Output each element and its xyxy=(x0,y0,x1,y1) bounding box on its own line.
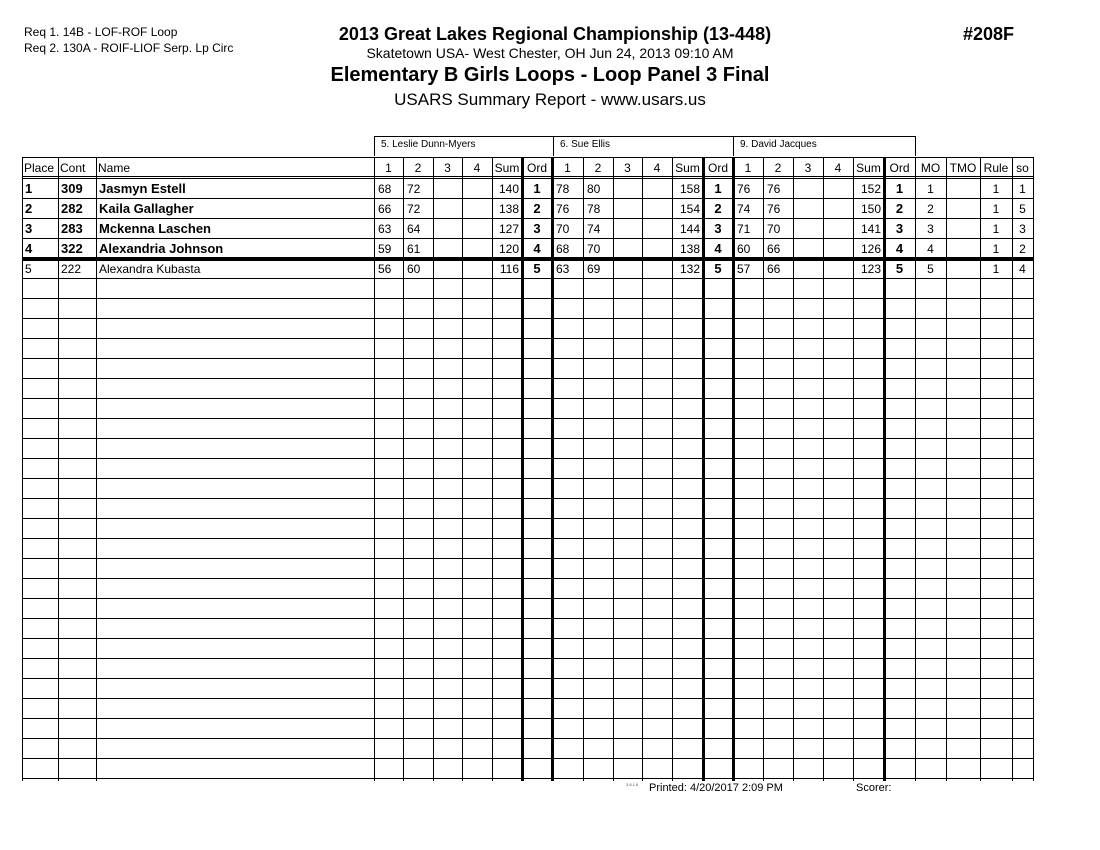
grid-hline xyxy=(22,758,1033,759)
score-cell: 5 xyxy=(714,261,722,276)
score-cell xyxy=(616,219,640,239)
grid-hline xyxy=(22,678,1033,679)
column-header: Sum xyxy=(675,161,700,175)
score-cell xyxy=(796,259,821,279)
grid-vline xyxy=(823,157,824,781)
column-header: Ord xyxy=(526,161,547,175)
score-cell xyxy=(796,219,821,239)
score-cell: 1 xyxy=(1019,182,1026,196)
score-cell: 126 xyxy=(860,242,881,256)
venue-date: Skatetown USA- West Chester, OH Jun 24, 2013 09:10 AM xyxy=(366,45,734,61)
score-cell: 74 xyxy=(587,222,601,236)
score-cell: 5 xyxy=(927,262,934,276)
place-cell: 3 xyxy=(25,221,33,236)
score-cell xyxy=(645,239,670,259)
score-cell: 80 xyxy=(587,182,601,196)
score-cell: 63 xyxy=(556,262,570,276)
cont-cell: 322 xyxy=(61,241,83,256)
column-header: 4 xyxy=(834,161,842,175)
score-cell xyxy=(436,179,460,199)
score-cell: 140 xyxy=(498,182,519,196)
score-cell: 4 xyxy=(533,241,541,256)
grid-hline xyxy=(22,338,1033,339)
scorer-label: Scorer: xyxy=(856,782,892,794)
score-cell: 150 xyxy=(860,202,881,216)
score-cell: 3 xyxy=(927,222,934,236)
column-header: 3 xyxy=(624,161,631,175)
score-cell: 76 xyxy=(737,182,751,196)
place-cell: 5 xyxy=(25,262,32,276)
score-cell xyxy=(949,259,977,279)
score-cell: 1 xyxy=(714,181,722,196)
grid-vline xyxy=(793,157,794,781)
event-title: Elementary B Girls Loops - Loop Panel 3 Final xyxy=(330,64,770,86)
grid-hline xyxy=(22,378,1033,379)
score-cell: 66 xyxy=(767,262,781,276)
score-cell: 76 xyxy=(767,202,781,216)
column-header: 4 xyxy=(653,161,661,175)
score-cell: 132 xyxy=(679,262,700,276)
grid-hline xyxy=(22,718,1033,719)
grid-hline xyxy=(22,438,1033,439)
grid-vline xyxy=(883,157,886,781)
score-cell xyxy=(826,179,851,199)
score-cell xyxy=(465,179,490,199)
column-header: Rule xyxy=(983,161,1009,175)
score-cell: 4 xyxy=(927,242,934,256)
grid-vline xyxy=(763,157,764,781)
grid-vline xyxy=(58,157,59,781)
score-cell: 116 xyxy=(499,262,519,276)
column-header: 1 xyxy=(744,161,752,175)
report-title: USARS Summary Report - www.usars.us xyxy=(394,90,706,109)
grid-vline xyxy=(642,157,643,781)
score-cell xyxy=(616,179,640,199)
score-cell: 69 xyxy=(587,262,601,276)
score-cell xyxy=(645,219,670,239)
score-cell: 4 xyxy=(714,241,722,256)
score-cell xyxy=(645,179,670,199)
name-cell: Alexandra Kubasta xyxy=(99,262,201,276)
grid-hline xyxy=(22,778,1033,779)
score-cell xyxy=(826,199,851,219)
score-cell: 138 xyxy=(498,202,519,216)
grid-vline xyxy=(1012,157,1013,781)
column-header: Cont xyxy=(60,161,86,175)
event-number: #208F xyxy=(963,24,1015,44)
grid-vline xyxy=(403,157,404,781)
grid-hline xyxy=(22,498,1033,499)
grid-hline xyxy=(22,358,1033,359)
score-cell: 70 xyxy=(587,242,601,256)
score-cell: 120 xyxy=(498,242,519,256)
score-cell: 158 xyxy=(679,182,700,196)
score-cell: 2 xyxy=(927,202,934,216)
score-cell: 3 xyxy=(1019,222,1026,236)
score-cell xyxy=(616,199,640,219)
name-cell: Jasmyn Estell xyxy=(99,181,186,196)
score-cell: 66 xyxy=(767,242,781,256)
score-cell xyxy=(616,239,640,259)
grid-hline xyxy=(22,558,1033,559)
grid-hline xyxy=(22,738,1033,739)
version-label: 3.8.1.8 xyxy=(626,782,639,787)
grid-vline xyxy=(1033,157,1034,781)
requirement-1: Req 1. 14B - LOF-ROF Loop xyxy=(24,25,178,39)
grid-hline xyxy=(22,298,1033,299)
score-cell: 78 xyxy=(587,202,601,216)
score-cell xyxy=(436,239,460,259)
grid-hline xyxy=(22,658,1033,659)
grid-vline xyxy=(492,157,493,781)
score-cell: 123 xyxy=(860,262,881,276)
score-cell xyxy=(465,219,490,239)
grid-hline xyxy=(22,518,1033,519)
score-cell: 1 xyxy=(992,222,1000,236)
score-cell: 127 xyxy=(498,222,519,236)
competition-title xyxy=(0,24,1100,45)
score-cell: 2 xyxy=(895,201,904,216)
score-cell: 1 xyxy=(992,182,1000,196)
column-header: MO xyxy=(920,161,941,175)
name-cell: Alexandria Johnson xyxy=(99,241,224,256)
grid-vline xyxy=(374,157,375,781)
score-cell xyxy=(826,239,851,259)
score-cell xyxy=(949,239,977,259)
score-cell: 70 xyxy=(767,222,781,236)
score-cell xyxy=(826,219,851,239)
score-cell: 63 xyxy=(378,222,392,236)
grid-hline xyxy=(22,458,1033,459)
score-cell: 152 xyxy=(860,182,881,196)
score-cell: 3 xyxy=(895,221,904,236)
score-cell: 60 xyxy=(737,242,751,256)
score-cell: 70 xyxy=(556,222,570,236)
requirement-2: Req 2. 130A - ROIF-LIOF Serp. Lp Circ xyxy=(24,41,234,55)
cont-cell: 282 xyxy=(61,201,83,216)
column-header: Sum xyxy=(494,161,520,175)
competition-title-text: 2013 Great Lakes Regional Championship (13-448) xyxy=(338,24,772,44)
score-cell: 154 xyxy=(679,202,700,216)
place-cell: 2 xyxy=(25,201,33,216)
grid-hline xyxy=(22,538,1033,539)
score-cell xyxy=(796,239,821,259)
place-cell: 4 xyxy=(25,241,33,256)
score-cell: 4 xyxy=(895,241,904,256)
column-header: 4 xyxy=(473,161,481,175)
score-cell: 1 xyxy=(992,242,1000,256)
score-cell: 72 xyxy=(407,202,421,216)
score-cell: 71 xyxy=(737,222,751,236)
score-cell: 2 xyxy=(533,201,541,216)
column-header: Ord xyxy=(707,161,728,175)
score-cell: 3 xyxy=(533,221,541,236)
cont-cell: 283 xyxy=(61,221,83,236)
score-cell xyxy=(949,219,977,239)
grid-vline xyxy=(672,157,673,781)
score-cell xyxy=(436,199,460,219)
cont-cell: 222 xyxy=(61,262,82,276)
score-cell: 66 xyxy=(378,202,392,216)
column-header: Place xyxy=(24,161,55,175)
score-cell xyxy=(465,199,490,219)
grid-vline xyxy=(732,157,735,781)
score-cell xyxy=(436,219,460,239)
grid-hline xyxy=(22,618,1033,619)
grid-hline xyxy=(22,698,1033,699)
score-cell: 59 xyxy=(378,242,392,256)
column-header: Name xyxy=(98,161,131,175)
grid-vline xyxy=(583,157,584,781)
score-cell xyxy=(826,259,851,279)
judge-header-1: 5. Leslie Dunn-Myers xyxy=(374,136,554,156)
score-cell: 1 xyxy=(895,181,904,196)
score-cell xyxy=(436,259,460,279)
score-cell: 2 xyxy=(1019,242,1026,256)
score-cell xyxy=(645,259,670,279)
score-cell: 60 xyxy=(407,262,421,276)
score-cell: 1 xyxy=(533,181,541,196)
score-cell: 2 xyxy=(714,201,722,216)
place-cell: 1 xyxy=(25,181,33,196)
grid-vline xyxy=(462,157,463,781)
score-cell xyxy=(645,199,670,219)
column-header: Sum xyxy=(856,161,881,175)
score-cell: 1 xyxy=(992,262,1000,276)
column-header: 1 xyxy=(385,161,392,175)
grid-vline xyxy=(853,157,854,781)
score-cell: 78 xyxy=(556,182,570,196)
score-cell xyxy=(796,199,821,219)
grid-vline xyxy=(702,157,705,781)
score-cell: 3 xyxy=(714,221,722,236)
grid-vline xyxy=(96,157,97,781)
score-cell: 61 xyxy=(407,242,421,256)
score-cell xyxy=(796,179,821,199)
column-header: 2 xyxy=(594,161,602,175)
score-cell: 57 xyxy=(737,262,751,276)
score-cell xyxy=(616,259,640,279)
score-cell: 5 xyxy=(1019,202,1026,216)
score-cell xyxy=(465,239,490,259)
score-cell: 141 xyxy=(860,222,881,236)
score-cell: 138 xyxy=(679,242,700,256)
column-header: 1 xyxy=(564,161,571,175)
score-cell xyxy=(949,179,977,199)
score-cell: 74 xyxy=(737,202,751,216)
column-header: so xyxy=(1016,161,1029,175)
grid-vline xyxy=(980,157,981,781)
score-cell: 144 xyxy=(679,222,700,236)
column-header: 2 xyxy=(414,161,422,175)
score-cell: 68 xyxy=(378,182,392,196)
grid-hline xyxy=(22,398,1033,399)
grid-hline xyxy=(22,418,1033,419)
grid-vline xyxy=(521,157,524,781)
grid-hline xyxy=(22,578,1033,579)
grid-vline xyxy=(551,157,554,781)
judge-header-3: 9. David Jacques xyxy=(733,136,916,156)
score-cell: 76 xyxy=(767,182,781,196)
score-cell xyxy=(949,199,977,219)
name-cell: Kaila Gallagher xyxy=(99,201,194,216)
name-cell: Mckenna Laschen xyxy=(99,221,211,236)
grid-vline xyxy=(613,157,614,781)
grid-vline xyxy=(433,157,434,781)
column-header: 3 xyxy=(444,161,451,175)
column-header: Ord xyxy=(889,161,910,175)
grid-vline xyxy=(22,157,23,781)
score-cell: 56 xyxy=(378,262,392,276)
grid-hline xyxy=(22,318,1033,319)
cont-cell: 309 xyxy=(61,181,83,196)
grid-vline xyxy=(915,157,916,781)
score-cell: 1 xyxy=(992,202,1000,216)
score-cell: 5 xyxy=(895,261,904,276)
grid-hline xyxy=(22,478,1033,479)
grid-hline xyxy=(22,598,1033,599)
column-header: TMO xyxy=(949,161,977,175)
score-cell: 68 xyxy=(556,242,570,256)
score-cell: 4 xyxy=(1019,262,1026,276)
grid-vline xyxy=(946,157,947,781)
column-header: 2 xyxy=(774,161,782,175)
score-cell: 5 xyxy=(533,261,541,276)
score-cell xyxy=(465,259,490,279)
printed-timestamp: Printed: 4/20/2017 2:09 PM xyxy=(649,782,783,794)
grid-hline xyxy=(22,638,1033,639)
column-header: 3 xyxy=(804,161,812,175)
judge-header-2: 6. Sue Ellis xyxy=(553,136,734,156)
score-cell: 72 xyxy=(407,182,421,196)
score-cell: 64 xyxy=(407,222,421,236)
score-cell: 1 xyxy=(927,182,934,196)
score-cell: 76 xyxy=(556,202,570,216)
